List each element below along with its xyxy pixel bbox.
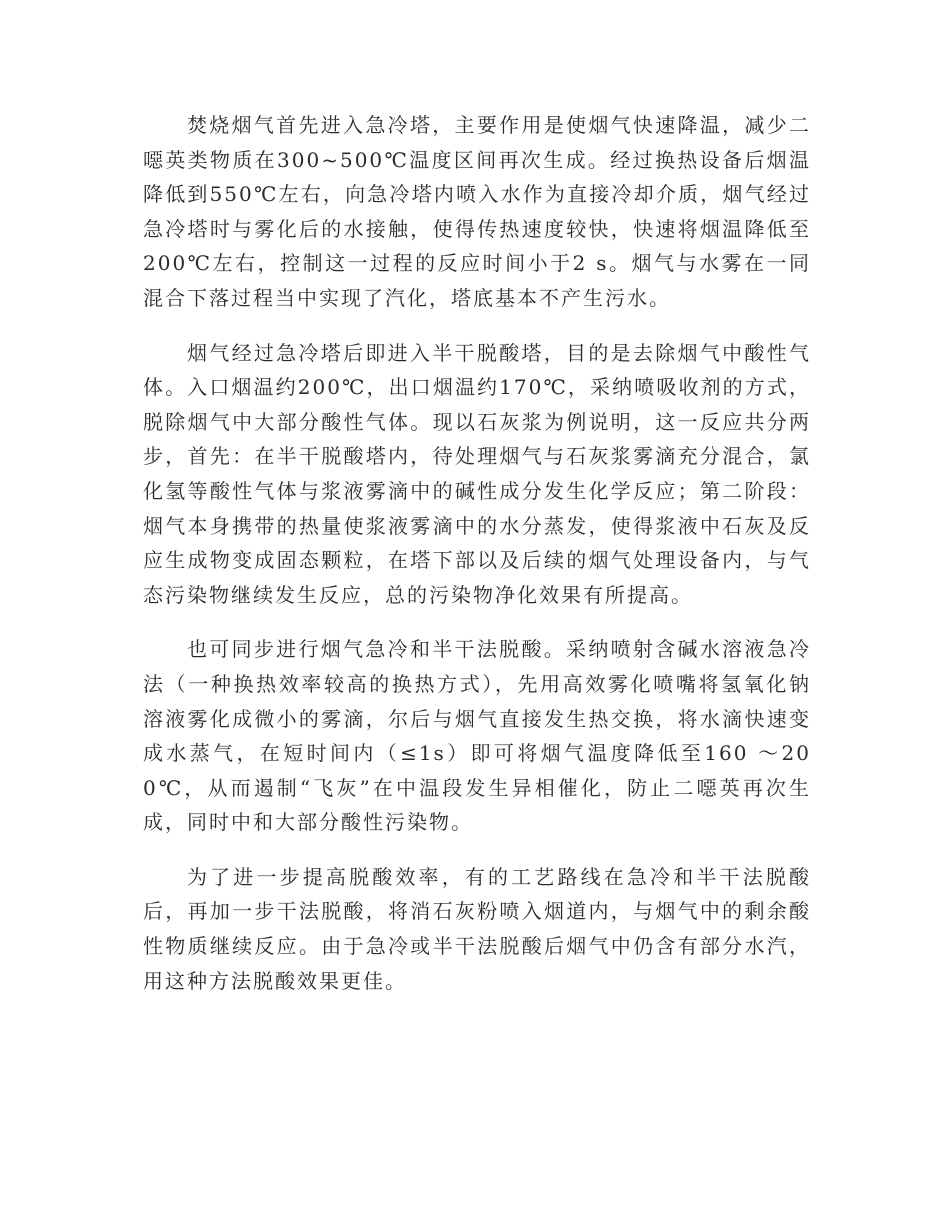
document-body [143,108,811,1018]
paragraph-simultaneous-quench: 也可同步进行烟气急冷和半干法脱酸。采纳喷射含碱水溶液急冷法（一种换热效率较高的换热方式），先用高效雾化喷嘴将氢氧化钠溶液雾化成微小的雾滴，尔后与烟气直接发生热交换，将水滴快速变成水蒸气，在短时间内（≤1s）即可将烟气温度降低至160 ～200℃，从而遏制“飞灰”在中温段发生异相催化，防止二噁英再次生成，同时中和大部分酸性污染物。 [143,637,811,835]
paragraph-dry-deacidification: 为了进一步提高脱酸效率，有的工艺路线在急冷和半干法脱酸后，再加一步干法脱酸，将消石灰粉喷入烟道内，与烟气中的剩余酸性物质继续反应。由于急冷或半干法脱酸后烟气中仍含有部分水汽，用这种方法脱酸效果更佳。 [143,864,811,993]
paragraph-quench-tower: 焚烧烟气首先进入急冷塔，主要作用是使烟气快速降温，减少二噁英类物质在300~500℃温度区间再次生成。经过换热设备后烟温降低到550℃左右，向急冷塔内喷入水作为直接冷却介质，烟气经过急冷塔时与雾化后的水接触，使得传热速度较快，快速将烟温降低至200℃左右，控制这一过程的反应时间小于2 s。烟气与水雾在一同混合下落过程当中实现了汽化，塔底基本不产生污水。 [143,113,811,310]
paragraph-semi-dry-deacidification: 烟气经过急冷塔后即进入半干脱酸塔，目的是去除烟气中酸性气体。入口烟温约200℃，出口烟温约170℃，采纳喷吸收剂的方式，脱除烟气中大部分酸性气体。现以石灰浆为例说明，这一反应共分两步，首先：在半干脱酸塔内，待处理烟气与石灰浆雾滴充分混合，氯化氢等酸性气体与浆液雾滴中的碱性成分发生化学反应；第二阶段：烟气本身携带的热量使浆液雾滴中的水分蒸发，使得浆液中石灰及反应生成物变成固态颗粒，在塔下部以及后续的烟气处理设备内，与气态污染物继续发生反应，总的污染物净化效果有所提高。 [143,340,811,607]
